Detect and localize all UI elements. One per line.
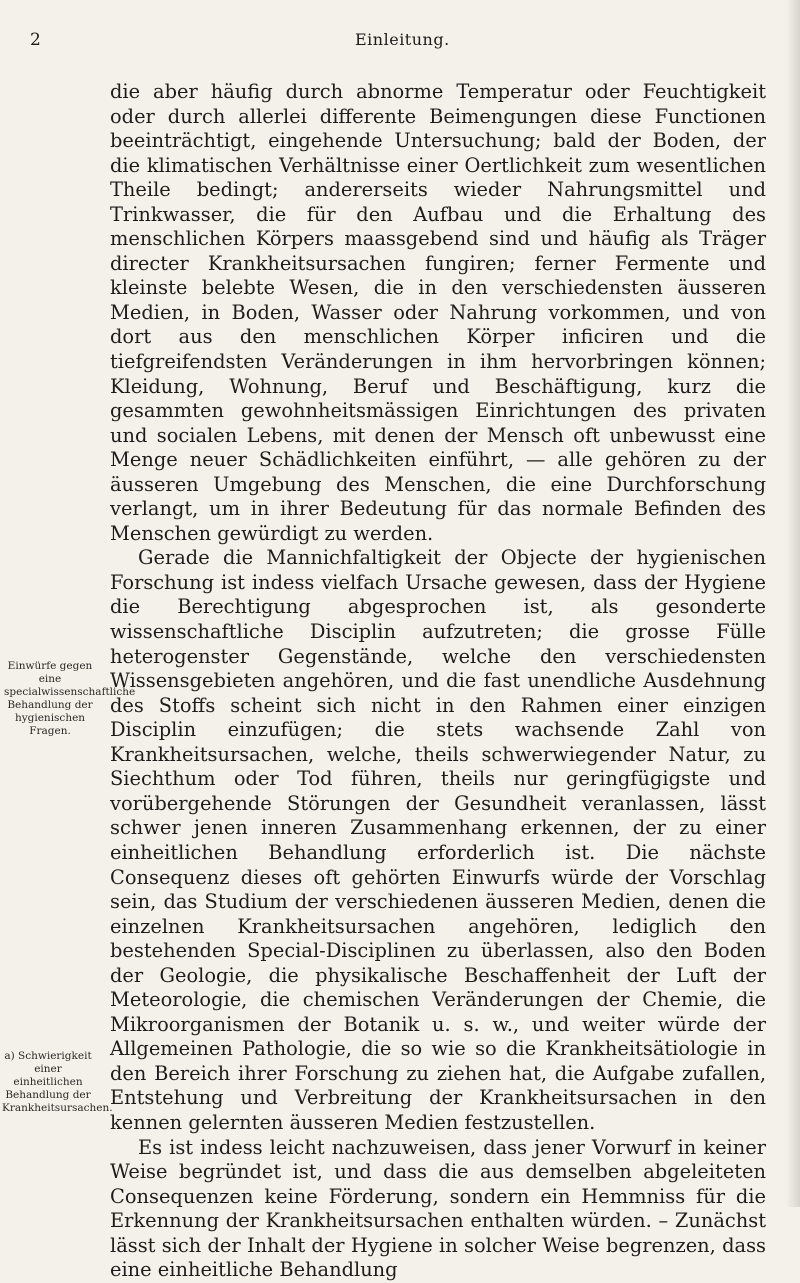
paragraph-continuation: die aber häufig durch abnorme Temperatur oder Feuchtigkeit oder durch allerlei differente Beimengungen diese Functionen beeinträchtigt, eingehende Untersuchung; bald der Boden, der die klimatischen Verhältnisse einer Oertlichkeit zum wesentlichen Theile bedingt; andererseits wieder Nahrungsmittel und Trinkwasser, die für den Aufbau und die Erhaltung des menschlichen Körpers maassgebend sind und häufig als Träger directer Krankheitsursachen fungiren; ferner Fermente und kleinste belebte Wesen, die in den verschiedensten äusseren Medien, in Boden, Wasser oder Nahrung vorkommen, und von dort aus den menschlichen Körper inficiren und die tiefgreifendsten Veränderungen in ihm hervorbringen können; Kleidung, Wohnung, Beruf und Beschäftigung, kurz die gesammten gewohnheitsmässigen Einrichtungen des privaten und socialen Lebens, mit denen der Mensch oft unbewusst eine Menge neuer Schädlichkeiten einführt, — alle gehören zu der äusseren Umgebung des Menschen, die eine Durchforschung verlangt, um in ihrer Bedeutung für das normale Befinden des Menschen gewürdigt zu werden.: [110, 80, 766, 545]
page-number: 2: [30, 30, 41, 50]
paragraph-rebuttal: Es ist indess leicht nachzuweisen, dass jener Vorwurf in keiner Weise begründet ist, und dass die aus demselben abgeleiteten Consequenzen keine Förderung, sondern ein Hemmniss für die Erkennung der Krankheitsursachen enthalten würden. – Zunächst lässt sich der Inhalt der Hygiene in solcher Weise begrenzen, dass eine einheitliche Behandlung: [110, 1135, 766, 1282]
body-text: [110, 80, 766, 1283]
margin-note-difficulty: a) Schwierigkeit einer einheitlichen Behandlung der Krankheitsursachen.: [2, 1050, 113, 1114]
paragraph-objections: Gerade die Mannichfaltigkeit der Objecte der hygienischen Forschung ist indess vielfach Ursache gewesen, dass der Hygiene die Berechtigung abgesprochen ist, als gesonderte wissenschaftliche Disciplin aufzutreten; die grosse Fülle heterogenster Gegenstände, welche den verschiedensten Wissensgebieten angehören, und die fast unendliche Ausdehnung des Stoffs scheint sich nicht in den Rahmen einer einzigen Disciplin einzufügen; die stets wachsende Zahl von Krankheitsursachen, welche, theils schwerwiegender Natur, zu Siechthum oder Tod führen, theils nur geringfügigste und vorübergehende Störungen der Gesundheit veranlassen, lässt schwer jenen inneren Zusammenhang erkennen, der zu einer einheitlichen Behandlung erforderlich ist. Die nächste Consequenz dieses oft gehörten Einwurfs würde der Vorschlag sein, das Studium der verschiedenen äusseren Medien, denen die einzelnen Krankheitsursachen angehören, lediglich den bestehenden Special-Disciplinen zu überlassen, also den Boden der Geologie, die physikalische Beschaffenheit der Luft der Meteorologie, die chemischen Veränderungen der Chemie, die Mikroorganismen der Botanik u. s. w., und weiter würde der Allgemeinen Pathologie, die so wie so die Krankheitsätiologie in den Bereich ihrer Forschung zu ziehen hat, die Aufgabe zufallen, Entstehung und Verbreitung der Krankheitsursachen in den kennen gelernten äusseren Medien festzustellen.: [110, 546, 766, 1134]
page-edge-shadow: [786, 0, 800, 1207]
running-head: Einleitung.: [355, 30, 450, 49]
margin-note-objections: Einwürfe gegen eine specialwissenschaftliche Behandlung der hygienischen Fragen.: [4, 660, 136, 737]
